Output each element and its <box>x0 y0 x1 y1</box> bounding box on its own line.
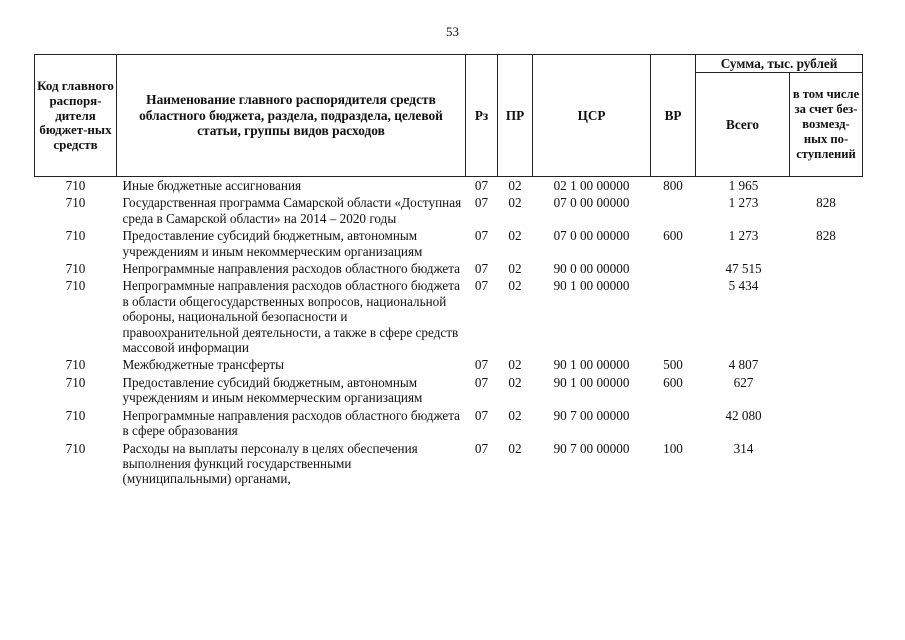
cell-code: 710 <box>65 440 86 456</box>
cell-free <box>790 278 863 357</box>
header-vr: ВР <box>651 55 696 177</box>
cell-name: Предоставление субсидий бюджетным, автономным учреждениям и иным некоммерческим организациям <box>122 374 423 406</box>
table-row <box>35 278 863 357</box>
table-row <box>35 357 863 374</box>
cell-total: 5 434 <box>728 278 759 294</box>
table-row <box>35 195 863 228</box>
table-row <box>35 441 863 489</box>
cell-total: 314 <box>733 440 754 456</box>
table-row <box>35 261 863 278</box>
cell-rz: 07 <box>474 228 489 244</box>
cell-free: 828 <box>816 195 836 211</box>
header-rz: Рз <box>466 55 498 177</box>
header-sum: Сумма, тыс. рублей <box>696 55 863 73</box>
page-number: 53 <box>446 24 459 39</box>
cell-free <box>790 408 863 441</box>
cell-free <box>790 357 863 374</box>
cell-vr: 800 <box>663 178 683 193</box>
header-pr: ПР <box>498 55 533 177</box>
table-row <box>35 375 863 408</box>
cell-vr: 600 <box>663 228 683 244</box>
cell-name: Государственная программа Самарской области «Доступная среда в Самарской области» на 2014 – 2020 годы <box>122 195 462 226</box>
cell-total: 42 080 <box>725 407 762 423</box>
cell-csr: 07 0 00 00000 <box>553 228 630 244</box>
header-free: в том числе за счет без-возмезд-ных по-ступлений <box>790 73 863 177</box>
cell-rz: 07 <box>474 278 489 294</box>
cell-name: Предоставление субсидий бюджетным, автономным учреждениям и иным некоммерческим организациям <box>122 228 423 259</box>
cell-pr: 02 <box>508 261 522 277</box>
cell-total: 1 965 <box>728 178 759 193</box>
cell-vr <box>651 278 696 357</box>
cell-total: 47 515 <box>725 261 762 277</box>
cell-name: Межбюджетные трансферты <box>122 357 284 373</box>
cell-rz: 07 <box>474 195 489 211</box>
cell-vr <box>651 261 696 278</box>
cell-pr: 02 <box>508 228 522 244</box>
cell-total: 627 <box>733 374 754 390</box>
budget-table <box>34 54 863 489</box>
cell-free <box>790 261 863 278</box>
cell-rz: 07 <box>474 374 489 390</box>
table-row <box>35 177 863 196</box>
cell-name: Иные бюджетные ассигнования <box>122 178 302 193</box>
cell-rz: 07 <box>474 440 489 456</box>
cell-rz: 07 <box>474 178 489 193</box>
cell-code: 710 <box>65 357 86 373</box>
cell-csr: 90 0 00 00000 <box>553 261 630 277</box>
cell-total: 4 807 <box>728 357 759 373</box>
table-header <box>35 55 863 177</box>
cell-csr: 90 1 00 00000 <box>553 357 630 373</box>
cell-name: Непрограммные направления расходов областного бюджета в области общегосударственных вопросов, национальной обороны, национальной безопасности и правоохранительной деятельности, а также в сфере средств массовой информации <box>122 278 461 356</box>
cell-free <box>790 177 863 196</box>
cell-code: 710 <box>65 178 86 193</box>
cell-code: 710 <box>65 228 86 244</box>
header-total: Всего <box>696 73 790 177</box>
table-row <box>35 408 863 441</box>
cell-pr: 02 <box>508 178 522 193</box>
cell-csr: 90 7 00 00000 <box>553 440 630 456</box>
cell-vr <box>651 408 696 441</box>
cell-vr: 100 <box>663 440 683 456</box>
cell-pr: 02 <box>508 278 522 294</box>
cell-name: Непрограммные направления расходов областного бюджета в сфере образования <box>122 407 461 439</box>
cell-code: 710 <box>65 261 86 277</box>
cell-vr <box>651 195 696 228</box>
cell-csr: 90 1 00 00000 <box>553 374 630 390</box>
cell-pr: 02 <box>508 440 522 456</box>
table-row <box>35 228 863 261</box>
cell-pr: 02 <box>508 195 522 211</box>
cell-name: Расходы на выплаты персоналу в целях обеспечения выполнения функций государственными (муниципальными) органами, <box>122 440 418 487</box>
cell-total: 1 273 <box>728 228 759 244</box>
budget-table-container <box>34 54 862 489</box>
cell-csr: 02 1 00 00000 <box>553 178 630 193</box>
cell-pr: 02 <box>508 374 522 390</box>
cell-rz: 07 <box>474 261 489 277</box>
cell-name: Непрограммные направления расходов областного бюджета <box>122 261 461 277</box>
cell-free <box>790 441 863 489</box>
header-name: Наименование главного распорядителя средств областного бюджета, раздела, подраздела, целевой статьи, группы видов расходов <box>117 55 466 177</box>
cell-code: 710 <box>65 278 86 294</box>
cell-csr: 90 7 00 00000 <box>553 407 630 423</box>
cell-code: 710 <box>65 195 86 211</box>
cell-rz: 07 <box>474 407 489 423</box>
table-body <box>35 177 863 489</box>
cell-csr: 90 1 00 00000 <box>553 278 630 294</box>
cell-pr: 02 <box>508 407 522 423</box>
header-code: Код главного распоря-дителя бюджет-ных средств <box>35 55 117 177</box>
cell-free <box>790 375 863 408</box>
cell-rz: 07 <box>474 357 489 373</box>
header-csr: ЦСР <box>533 55 651 177</box>
cell-code: 710 <box>65 407 86 423</box>
cell-total: 1 273 <box>728 195 759 211</box>
cell-pr: 02 <box>508 357 522 373</box>
cell-vr: 500 <box>663 357 683 373</box>
cell-code: 710 <box>65 374 86 390</box>
cell-vr: 600 <box>663 374 683 390</box>
cell-free: 828 <box>816 228 836 244</box>
cell-csr: 07 0 00 00000 <box>553 195 630 211</box>
